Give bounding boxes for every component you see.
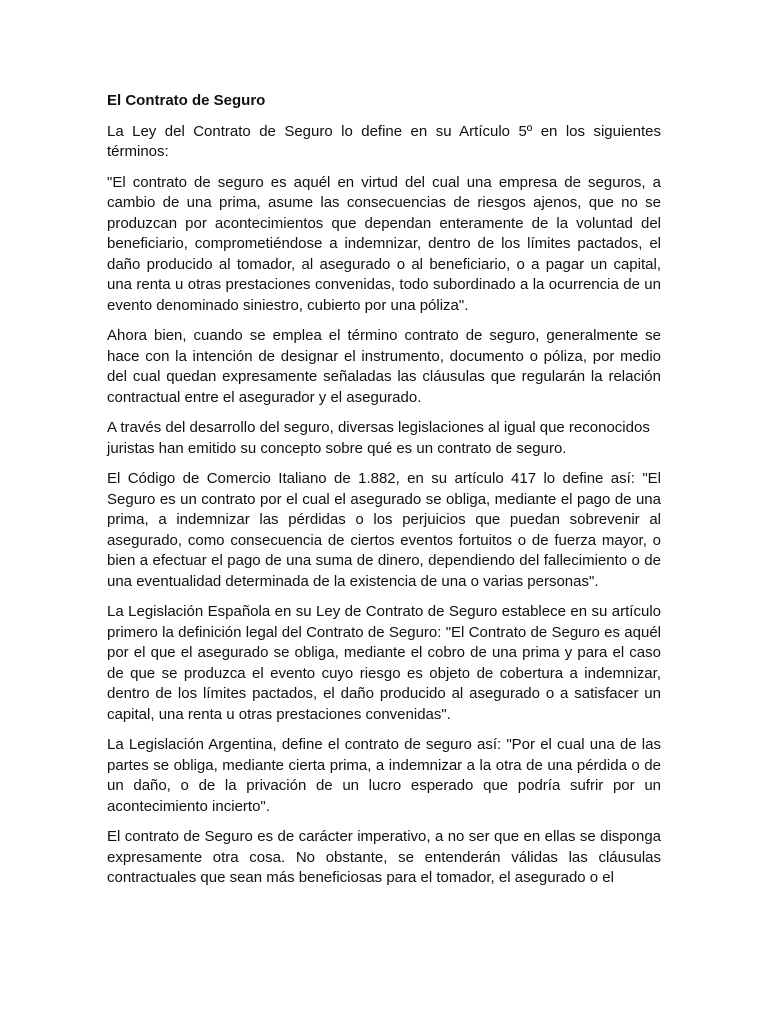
paragraph-ley-articulo-5: La Ley del Contrato de Seguro lo define en su Artículo 5º en los siguientes términos: bbox=[107, 122, 661, 160]
paragraph-desarrollo-seguro: A través del desarrollo del seguro, diversas legislaciones al igual que reconocidos juristas han emitido su concepto sobre qué es un contrato de seguro. bbox=[107, 419, 650, 457]
document-title: El Contrato de Seguro bbox=[107, 92, 266, 109]
paragraph-legislacion-espanola: La Legislación Española en su Ley de Contrato de Seguro establece en su artículo primero la definición legal del Contrato de Seguro: "El Contrato de Seguro es aquél por el que el asegurado se obliga, mediante el cobro de una prima y para el caso de que se produzca el evento cuyo riesgo es objeto de cobertura a indemnizar, dentro de los límites pactados, el daño producido al asegurado o a satisfacer un capital, una renta u otras prestaciones convenidas". bbox=[107, 603, 661, 723]
paragraph-codigo-italiano: El Código de Comercio Italiano de 1.882, en su artículo 417 lo define así: "El Seguro es un contrato por el cual el asegurado se obliga, mediante el pago de una prima, a indemnizar las pérdidas o los perjuicios que puedan sobrevenir al asegurado, como consecuencia de ciertos eventos fortuitos o de fuerza mayor, o bien a efectuar el pago de una suma de dinero, dependiendo del fallecimiento o de una eventualidad determinada de la existencia de una o varias personas". bbox=[107, 470, 661, 590]
paragraph-legislacion-argentina: La Legislación Argentina, define el contrato de seguro así: "Por el cual una de las partes se obliga, mediante cierta prima, a indemnizar a la otra de una pérdida o de un daño, o de la privación de un lucro esperado que podría sufrir por un acontecimiento incierto". bbox=[107, 736, 661, 815]
paragraph-definicion-quote: "El contrato de seguro es aquél en virtud del cual una empresa de seguros, a cambio de una prima, asume las consecuencias de riesgos ajenos, que no se produzcan por acontecimientos que dependan enteramente de la voluntad del beneficiario, comprometiéndose a indemnizar, dentro de los límites pactados, el daño producido al tomador, al asegurado o al beneficiario, o a pagar un capital, una renta u otras prestaciones convenidas, todo subordinado a la ocurrencia de un evento denominado siniestro, cubierto por una póliza". bbox=[107, 173, 661, 314]
paragraph-ahora-bien: Ahora bien, cuando se emplea el término contrato de seguro, generalmente se hace con la intención de designar el instrumento, documento o póliza, por medio del cual quedan expresamente señaladas las cláusulas que regularán la relación contractual entre el asegurador y el asegurado. bbox=[107, 327, 661, 406]
document-page bbox=[107, 91, 661, 899]
paragraph-caracter-imperativo: El contrato de Seguro es de carácter imperativo, a no ser que en ellas se disponga expresamente otra cosa. No obstante, se entenderán válidas las cláusulas contractuales que sean más beneficiosas para el tomador, el asegurado o el bbox=[107, 828, 661, 886]
